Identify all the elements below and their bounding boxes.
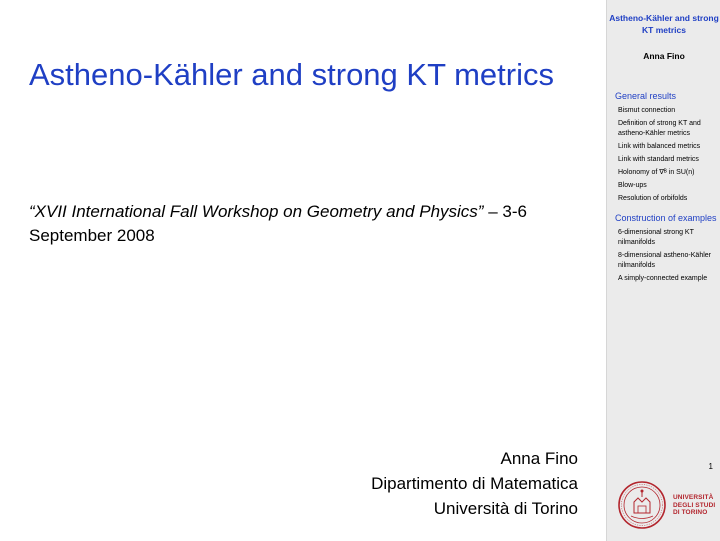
- nav-item-blow-ups[interactable]: Blow-ups: [618, 182, 647, 189]
- nav-item-definition-strong-kt[interactable]: Definition of strong KT and astheno-Kähler metrics: [618, 120, 701, 137]
- author-block: [371, 446, 578, 521]
- department: Dipartimento di Matematica: [371, 474, 578, 493]
- logo-line: DEGLI STUDI: [673, 501, 716, 509]
- nav-section-general-results[interactable]: General results: [615, 91, 677, 101]
- university: Università di Torino: [433, 499, 578, 518]
- sidebar-nav: [615, 90, 719, 287]
- event-info: [29, 200, 589, 248]
- logo-line: DI TORINO: [673, 509, 708, 516]
- slide-title: Astheno-Kähler and strong KT metrics: [29, 57, 554, 92]
- university-logo: [617, 480, 720, 532]
- sidebar-author: Anna Fino: [643, 51, 685, 61]
- sidebar: [606, 0, 720, 541]
- nav-item-standard-metrics[interactable]: Link with standard metrics: [618, 156, 699, 163]
- event-name: “XVII International Fall Workshop on Geometry and Physics”: [29, 202, 484, 221]
- author-name: Anna Fino: [500, 449, 578, 468]
- nav-item-6dim-strong-kt[interactable]: 6-dimensional strong KT nilmanifolds: [618, 229, 694, 246]
- logo-text: [673, 494, 715, 517]
- logo-line: UNIVERSITÀ: [673, 494, 714, 501]
- nav-item-holonomy[interactable]: Holonomy of ∇ᴮ in SU(n): [618, 169, 695, 176]
- page-number: 1: [708, 462, 713, 471]
- nav-item-8dim-astheno-kahler[interactable]: 8-dimensional astheno-Kähler nilmanifolds: [618, 252, 711, 269]
- nav-item-simply-connected[interactable]: A simply-connected example: [618, 275, 708, 282]
- nav-section-construction-examples[interactable]: Construction of examples: [615, 213, 717, 223]
- seal-icon: [617, 480, 667, 530]
- nav-item-resolution-orbifolds[interactable]: Resolution of orbifolds: [618, 195, 688, 202]
- event-dates: – 3-6 September 2008: [29, 202, 527, 245]
- nav-item-bismut-connection[interactable]: Bismut connection: [618, 107, 676, 114]
- nav-item-balanced-metrics[interactable]: Link with balanced metrics: [618, 143, 701, 150]
- sidebar-title[interactable]: Astheno-Kähler and strong KT metrics: [609, 13, 719, 35]
